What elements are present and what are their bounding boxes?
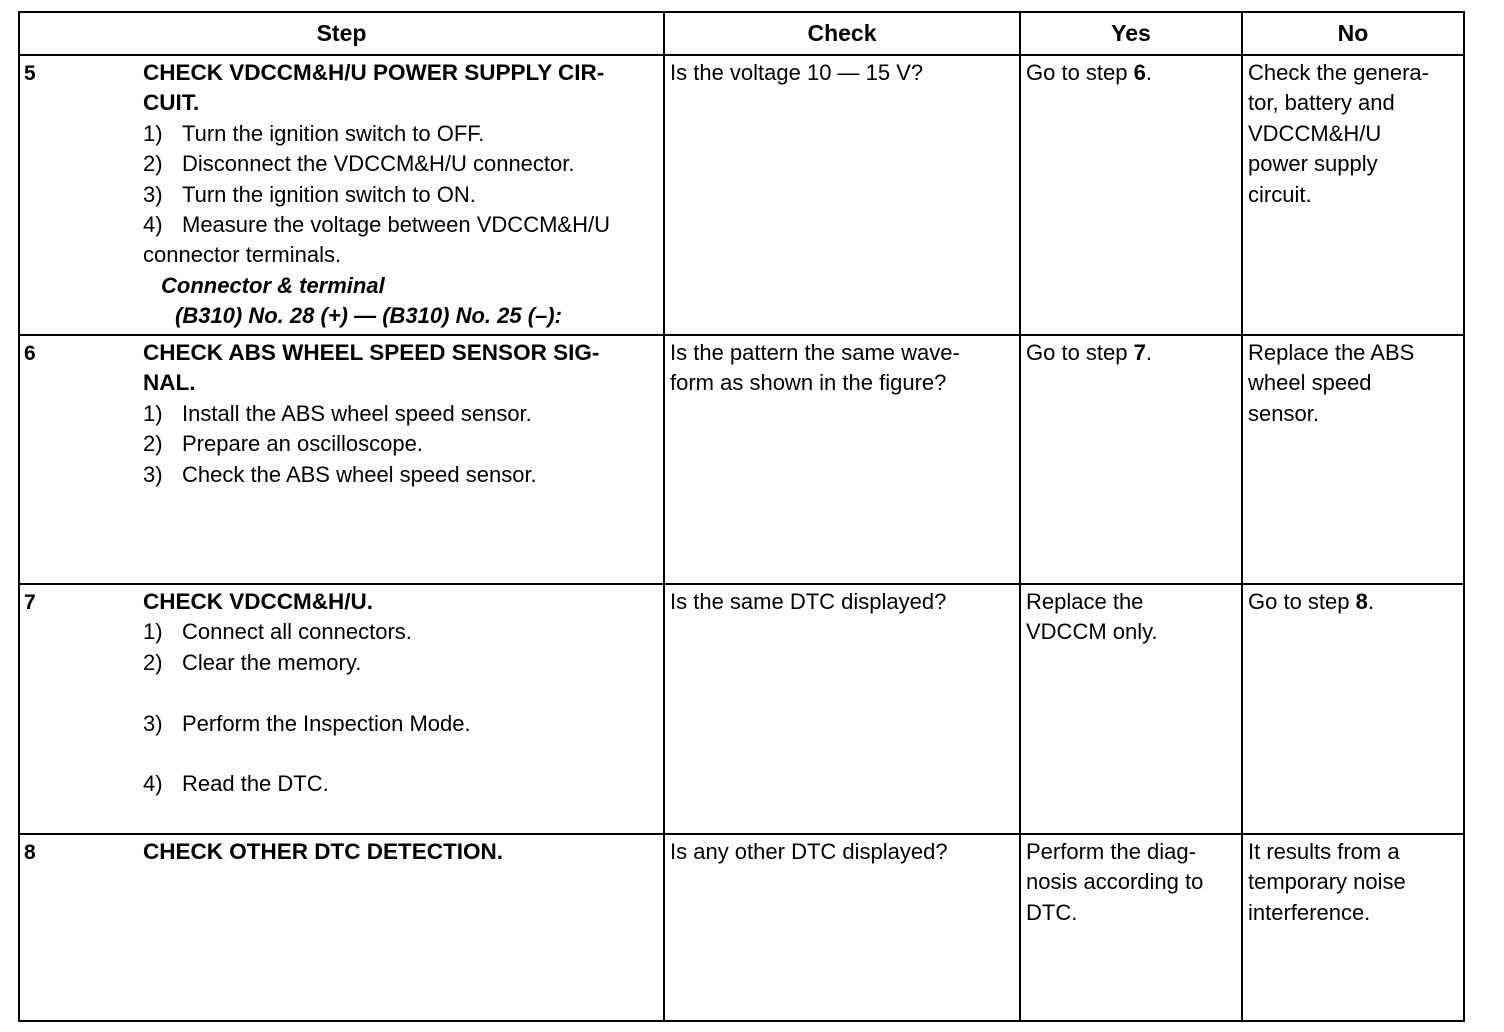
sub-step: 3) Perform the Inspection Mode. xyxy=(143,710,471,736)
step-title: CHECK VDCCM&H/U POWER SUPPLY CIR- xyxy=(143,60,605,85)
yes-cell: Go to step 6. xyxy=(1020,55,1242,335)
check-cell: Is the voltage 10 — 15 V? xyxy=(664,55,1020,335)
table-row xyxy=(19,335,1464,584)
check-cell: Is the same DTC displayed? xyxy=(664,584,1020,834)
header-no: No xyxy=(1242,12,1464,55)
header-yes: Yes xyxy=(1020,12,1242,55)
header-check: Check xyxy=(664,12,1020,55)
no-cell: It results from a temporary noise interference. xyxy=(1242,834,1464,1021)
sub-step: 1) Connect all connectors. xyxy=(143,619,412,645)
sub-step: 2) Prepare an oscilloscope. xyxy=(143,431,423,457)
sub-step-cont: connector terminals. xyxy=(143,242,342,268)
step-cell xyxy=(19,55,664,335)
no-cell: Go to step 8. xyxy=(1242,584,1464,834)
step-title: CHECK OTHER DTC DETECTION. xyxy=(143,839,503,864)
step-cell xyxy=(19,584,664,834)
step-number: 6 xyxy=(24,342,36,365)
step-cell xyxy=(19,335,664,584)
sub-step: 1) Install the ABS wheel speed sensor. xyxy=(143,400,532,426)
sub-step: 2) Disconnect the VDCCM&H/U connector. xyxy=(143,151,575,177)
header-step: Step xyxy=(19,12,664,55)
sub-step: 4) Measure the voltage between VDCCM&H/U xyxy=(143,212,610,238)
table-row xyxy=(19,834,1464,1021)
check-cell: Is the pattern the same wave- form as shown in the figure? xyxy=(664,335,1020,584)
no-cell: Check the genera- tor, battery and VDCCM&H/U power supply circuit. xyxy=(1242,55,1464,335)
sub-step: 3) Check the ABS wheel speed sensor. xyxy=(143,461,537,487)
yes-cell: Perform the diag- nosis according to DTC. xyxy=(1020,834,1242,1021)
yes-cell: Go to step 7. xyxy=(1020,335,1242,584)
check-cell: Is any other DTC displayed? xyxy=(664,834,1020,1021)
step-number: 5 xyxy=(24,62,36,85)
sub-step: 3) Turn the ignition switch to ON. xyxy=(143,181,476,207)
sub-step: 2) Clear the memory. xyxy=(143,649,362,675)
sub-step: 4) Read the DTC. xyxy=(143,771,329,797)
table-row xyxy=(19,584,1464,834)
no-cell: Replace the ABS wheel speed sensor. xyxy=(1242,335,1464,584)
table-row xyxy=(19,55,1464,335)
connector-value: (B310) No. 28 (+) — (B310) No. 25 (–): xyxy=(175,303,562,329)
header-row xyxy=(19,12,1464,55)
diagnostic-table xyxy=(18,11,1465,1022)
step-title-cont: NAL. xyxy=(143,370,196,396)
step-title: CHECK ABS WHEEL SPEED SENSOR SIG- xyxy=(143,340,600,365)
step-cell xyxy=(19,834,664,1021)
yes-cell: Replace the VDCCM only. xyxy=(1020,584,1242,834)
step-number: 8 xyxy=(24,841,36,864)
sub-step: 1) Turn the ignition switch to OFF. xyxy=(143,120,485,146)
step-number: 7 xyxy=(24,591,36,614)
connector-label: Connector & terminal xyxy=(161,272,385,298)
step-title: CHECK VDCCM&H/U. xyxy=(143,589,373,614)
step-title-cont: CUIT. xyxy=(143,90,200,116)
